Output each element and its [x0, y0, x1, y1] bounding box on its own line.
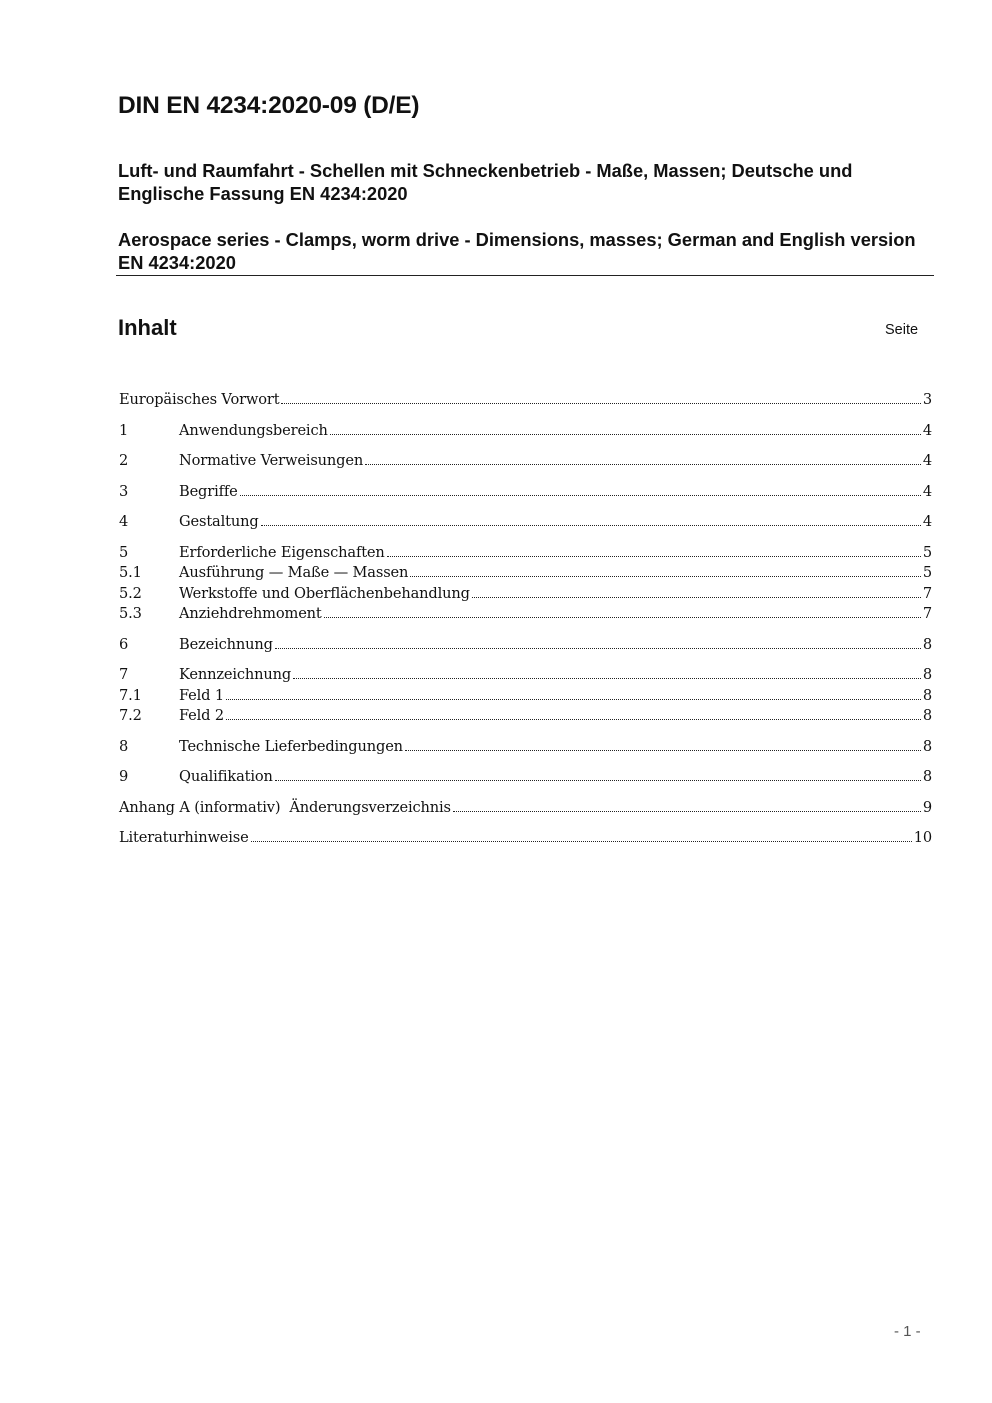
toc-dot-leader [281, 390, 920, 404]
toc-entry-number: 5 [119, 544, 129, 561]
toc-entry-page: 4 [922, 483, 932, 500]
toc-entry-title: Feld 2 [179, 707, 224, 724]
toc-entry-title: Technische Lieferbedingungen [179, 738, 403, 755]
toc-entry-2[interactable] [119, 451, 932, 471]
toc-entry-7[interactable] [119, 665, 932, 685]
toc-entry-4[interactable] [119, 512, 932, 532]
toc-entry-title: Begriffe [179, 483, 238, 500]
toc-entry-3[interactable] [119, 482, 932, 502]
toc-entry-page: 8 [922, 666, 932, 683]
toc-entry-title: Qualifikation [179, 768, 273, 785]
toc-entry-title: Feld 1 [179, 687, 224, 704]
subtitle-german: Luft- und Raumfahrt - Schellen mit Schneckenbetrieb - Maße, Massen; Deutsche und Englische Fassung EN 4234:2020 [118, 160, 853, 204]
toc-entry-number: 7.2 [119, 707, 142, 724]
toc-entry-page: 8 [922, 738, 932, 755]
toc-entry-page: 4 [922, 422, 932, 439]
toc-entry-title: Erforderliche Eigenschaften [179, 544, 385, 561]
toc-entry-bibliography[interactable] [119, 828, 932, 848]
toc-dot-leader [387, 543, 921, 557]
toc-heading: Inhalt [118, 315, 177, 340]
toc-dot-leader [324, 604, 921, 618]
toc-entry-5[interactable] [119, 543, 932, 563]
toc-entry-title: Werkstoffe und Oberflächenbehandlung [179, 585, 470, 602]
toc-entry-page: 7 [922, 585, 932, 602]
toc-entry-page: 8 [922, 768, 932, 785]
toc-entry-number: 4 [119, 513, 129, 530]
toc-entry-number: 5.1 [119, 564, 142, 581]
toc-dot-leader [240, 482, 921, 496]
toc-entry-page: 5 [922, 544, 932, 561]
toc-dot-leader [410, 563, 921, 577]
toc-dot-leader [275, 635, 921, 649]
toc-dot-leader [226, 706, 921, 720]
toc-dot-leader [261, 512, 921, 526]
toc-entry-7-1[interactable] [119, 686, 932, 706]
toc-entry-8[interactable] [119, 737, 932, 757]
toc-dot-leader [365, 451, 921, 465]
toc-entry-title: Europäisches Vorwort [119, 391, 280, 408]
toc-entry-5-1[interactable] [119, 563, 932, 583]
toc-entry-6[interactable] [119, 635, 932, 655]
page-number: - 1 - [894, 1323, 921, 1340]
toc-entry-number: 3 [119, 483, 129, 500]
toc-entry-number: 6 [119, 636, 129, 653]
toc-dot-leader [226, 686, 921, 700]
toc-entry-page: 9 [922, 799, 932, 816]
subtitle-english: Aerospace series - Clamps, worm drive - Dimensions, masses; German and English version EN 4234:2020 [118, 229, 916, 273]
toc-entry-page: 4 [922, 513, 932, 530]
toc-entry-number: 5.3 [119, 605, 142, 622]
toc-entry-annex-a[interactable] [119, 798, 932, 818]
toc-entry-5-3[interactable] [119, 604, 932, 624]
toc-entry-1[interactable] [119, 421, 932, 441]
toc-entry-title: Anziehdrehmoment [179, 605, 322, 622]
toc-entry-page: 10 [913, 829, 932, 846]
toc-dot-leader [472, 584, 921, 598]
toc-entry-foreword[interactable] [119, 390, 932, 410]
toc-entry-page: 8 [922, 636, 932, 653]
toc-entry-page: 3 [922, 391, 932, 408]
toc-entry-5-2[interactable] [119, 584, 932, 604]
toc-entry-title: Normative Verweisungen [179, 452, 364, 469]
title-divider [116, 275, 934, 276]
toc-entry-number: 5.2 [119, 585, 142, 602]
toc-entry-number: 9 [119, 768, 129, 785]
toc-entry-title: Bezeichnung [179, 636, 273, 653]
toc-entry-page: 7 [922, 605, 932, 622]
toc-entry-title: Anhang A (informativ) Änderungsverzeichnis [119, 799, 451, 816]
toc-entry-page: 8 [922, 707, 932, 724]
toc-dot-leader [330, 421, 921, 435]
toc-dot-leader [251, 828, 912, 842]
toc-entry-number: 8 [119, 738, 129, 755]
toc-entry-9[interactable] [119, 767, 932, 787]
toc-entry-page: 4 [922, 452, 932, 469]
toc-entry-title: Literaturhinweise [119, 829, 249, 846]
toc-entry-number: 1 [119, 422, 129, 439]
toc-entry-7-2[interactable] [119, 706, 932, 726]
toc-dot-leader [453, 798, 921, 812]
document-title: DIN EN 4234:2020-09 (D/E) [118, 92, 420, 119]
toc-entry-title: Ausführung — Maße — Massen [179, 564, 409, 581]
toc-entry-title: Kennzeichnung [179, 666, 292, 683]
toc-dot-leader [275, 767, 921, 781]
toc-entry-page: 8 [922, 687, 932, 704]
toc-entry-number: 7 [119, 666, 129, 683]
toc-page-column-label: Seite [885, 322, 919, 338]
toc-dot-leader [293, 665, 921, 679]
toc-entry-page: 5 [922, 564, 932, 581]
toc-entry-number: 2 [119, 452, 129, 469]
toc-entry-number: 7.1 [119, 687, 142, 704]
toc-entry-title: Anwendungsbereich [179, 422, 328, 439]
toc-dot-leader [405, 737, 921, 751]
toc-entry-title: Gestaltung [179, 513, 259, 530]
